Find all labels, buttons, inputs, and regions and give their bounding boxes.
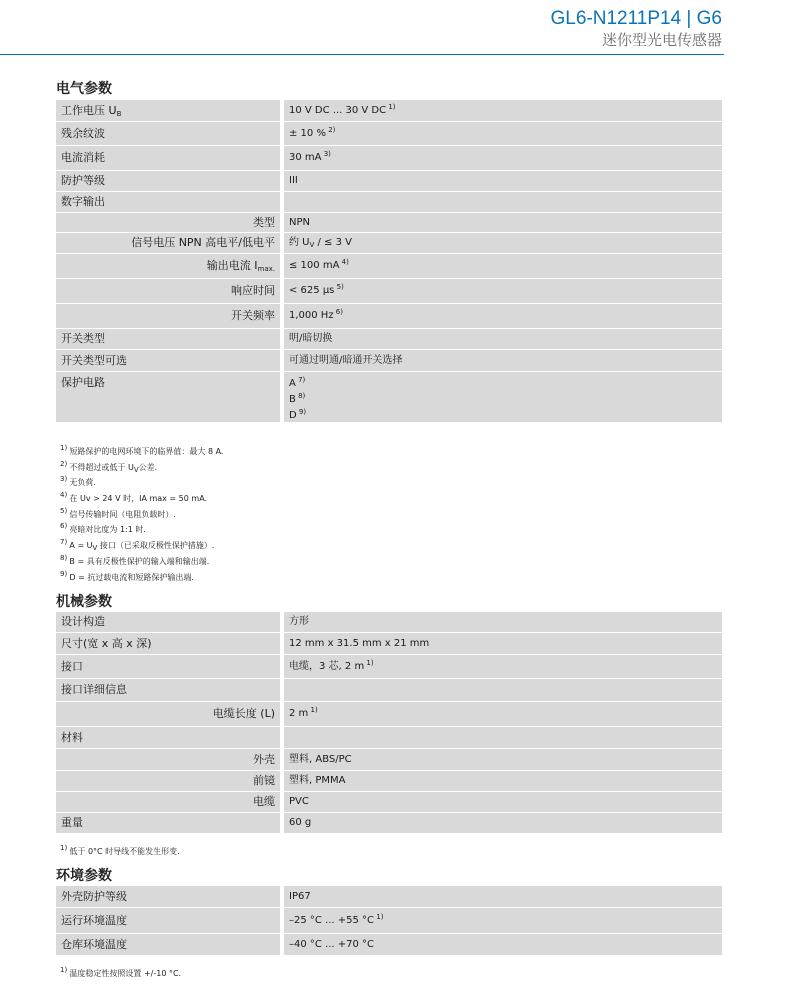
row-value: 10 V DC ... 30 V DC $^{1)}$ [284,100,722,121]
table-row [56,146,722,170]
row-label: 残余纹波 [56,122,280,145]
row-label: 防护等级 [56,171,280,191]
subscript: V [309,241,315,249]
footnote: $^{5)}$ 信号传输时间（电阻负载时）. [60,506,176,519]
table-row [56,612,722,632]
row-value: < 625 μs $^{5)}$ [284,279,722,303]
row-value: 12 mm x 31.5 mm x 21 mm [284,633,722,654]
footnote: $^{7)}$ $A = U_V$ 接口（已采取反极性保护措施）. [60,538,215,553]
footnote-number: 2) [60,459,70,468]
row-value: 方形 [284,612,722,632]
table-row [56,792,722,812]
table-row [56,213,722,232]
row-label: 数字输出 [56,192,280,212]
row-value: 电缆，3 芯, 2 m $^{1)}$ [284,655,722,678]
table-row [56,771,722,791]
row-value: PVC [284,792,722,812]
footnote-ref: 3) [321,150,331,158]
footnote-number: 5) [60,506,70,515]
table-row [56,192,722,212]
table-row [56,254,722,278]
row-label: 工作电压 $U_B$ [56,100,280,121]
protection-item: B $^{8)}$ [289,392,306,405]
section-title-environment: 环境参数 [56,868,112,884]
environment-footnotes [60,966,181,982]
footnote: $^{6)}$ 亮暗对比度为 1:1 时. [60,522,146,535]
table-row [56,749,722,770]
subscript: max. [257,265,275,273]
footnote-number: 8) [60,553,70,562]
electrical-table [56,100,722,422]
row-label: 材料 [56,727,280,748]
row-value: III [284,171,722,191]
protection-item: A $^{7)}$ [289,376,306,389]
table-row [56,372,722,422]
footnote-ref: 1) [364,659,374,667]
row-value: ± 10 % $^{2)}$ [284,122,722,145]
section-title-mechanical: 机械参数 [56,594,112,610]
table-row [56,813,722,833]
subscript: V [133,465,139,474]
row-label: 仓库环境温度 [56,934,280,955]
product-subtitle: 迷你型光电传感器 [601,31,722,49]
row-value: 60 g [284,813,722,833]
row-value: IP67 [284,886,722,907]
row-label: 重量 [56,813,280,833]
row-label: 前镜 [56,771,280,791]
footnote-ref: 7) [295,376,306,384]
electrical-footnotes [60,444,223,585]
row-value: 30 mA $^{3)}$ [284,146,722,170]
footnote-ref: 8) [295,392,306,400]
table-row [56,908,722,933]
footnote: $^{9)}$ D = 抗过载电流和短路保护输出端. [60,569,194,582]
table-row [56,171,722,191]
footnote-number: 6) [60,522,70,531]
subscript: B [116,110,122,118]
row-label: 外壳防护等级 [56,886,280,907]
row-label: 设计构造 [56,612,280,632]
footnote-ref: 1) [374,913,384,921]
row-label: 保护电路 [56,372,280,422]
row-value: 2 m $^{1)}$ [284,702,722,726]
row-label: 电流消耗 [56,146,280,170]
section-title-electrical: 电气参数 [56,81,112,97]
row-label: 尺寸(宽 x 高 x 深) [56,633,280,654]
row-label: 响应时间 [56,279,280,303]
row-label: 接口 [56,655,280,678]
footnote: $^{1)}$ 短路保护的电网环境下的临界值：最大 8 A. [60,444,224,456]
row-label: 运行环境温度 [56,908,280,933]
row-value [284,679,722,701]
footnote-number: 9) [60,569,70,578]
footnote: $^{3)}$ 无负荷. [60,475,96,488]
table-row [56,122,722,145]
footnote-ref: 4) [339,258,349,266]
table-row [56,679,722,701]
row-label: 外壳 [56,749,280,770]
row-value: 塑料, ABS/PC [284,749,722,770]
row-value: –25 °C ... +55 °C $^{1)}$ [284,908,722,933]
subscript: V [92,544,98,553]
environment-table [56,886,722,956]
table-row [56,655,722,678]
row-label: 电缆 [56,792,280,812]
footnote-number: 4) [60,491,70,500]
protection-item: D $^{9)}$ [289,408,307,421]
row-label: 开关频率 [56,304,280,328]
row-value [284,372,722,422]
table-row [56,633,722,654]
table-row [56,934,722,955]
footnote-number: 7) [60,538,70,547]
table-row [56,727,722,748]
footnote: $^{2)}$ 不得超过或低于 $U_V$公差. [60,459,158,474]
row-value: –40 °C ... +70 °C [284,934,722,955]
table-row [56,350,722,371]
row-label: 开关类型可选 [56,350,280,371]
footnote-number: 1) [60,844,70,852]
row-label: 电缆长度 (L) [56,702,280,726]
header-divider [0,54,724,55]
table-row [56,886,722,907]
row-value: 明/暗切换 [284,329,722,349]
footnote: $^{1)}$ 低于 0°C 时导线不能发生形变. [60,844,180,856]
row-label: 开关类型 [56,329,280,349]
row-label: 类型 [56,213,280,232]
footnote-ref: 1) [308,706,318,714]
row-value [284,192,722,212]
row-value [284,727,722,748]
row-value: 1,000 Hz $^{6)}$ [284,304,722,328]
footnote: $^{1)}$ 温度稳定性按照设置 +/-10 °C. [60,966,182,978]
table-row [56,233,722,253]
footnote-ref: 2) [325,126,336,134]
footnote: $^{8)}$ B = 具有反极性保护的输入端和输出端. [60,553,210,566]
footnote-number: 3) [60,475,70,484]
row-label: 输出电流 $I_{max.}$ [56,254,280,278]
mechanical-footnotes [60,844,180,860]
product-title: GL6-N1211P14 | G6 [550,8,722,29]
row-value: ≤ 100 mA $^{4)}$ [284,254,722,278]
table-row [56,329,722,349]
row-label: 接口详细信息 [56,679,280,701]
footnote-number: 1) [60,444,70,452]
footnote-ref: 9) [296,408,307,416]
row-value: 塑料, PMMA [284,771,722,791]
footnote-number: 1) [60,966,70,974]
row-value: NPN [284,213,722,232]
footnote-ref: 5) [334,283,344,291]
row-value: 可通过明通/暗通开关选择 [284,350,722,371]
table-row [56,702,722,726]
row-value: 约 $U_V$ / ≤ 3 V [284,233,722,253]
footnote: $^{4)}$ 在 Uv > 24 V 时，IA max = 50 mA. [60,491,208,504]
row-label: 信号电压 NPN 高电平/低电平 [56,233,280,253]
footnote-ref: 6) [333,308,343,316]
table-row [56,304,722,328]
table-row [56,100,722,121]
footnote-ref: 1) [386,103,396,111]
table-row [56,279,722,303]
mechanical-table [56,612,722,834]
